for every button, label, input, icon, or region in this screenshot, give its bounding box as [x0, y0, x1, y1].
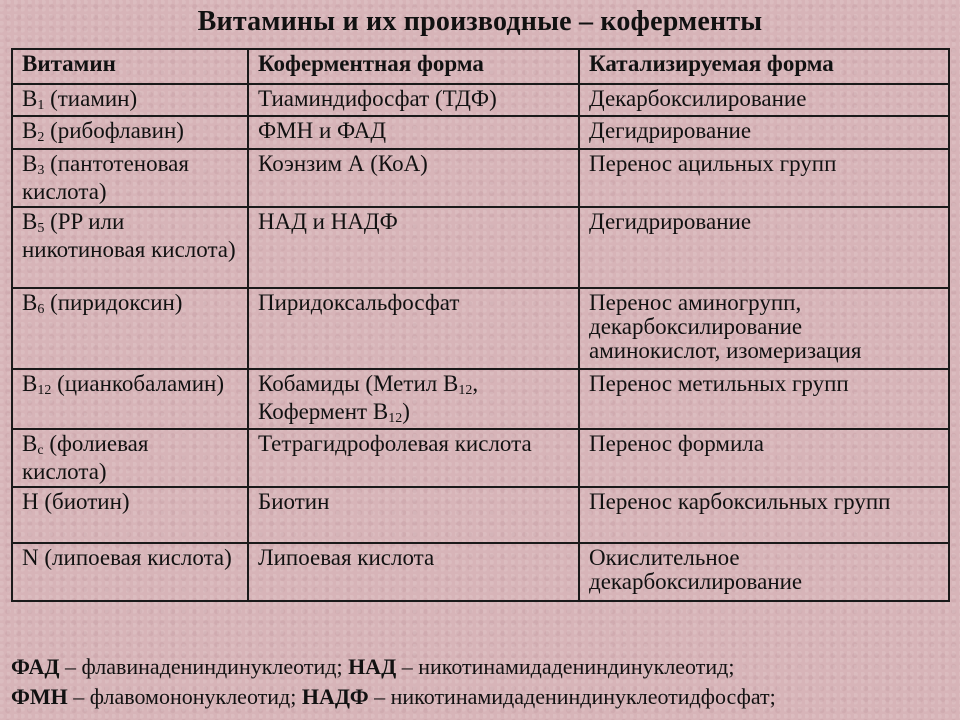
abbreviations-legend [11, 652, 951, 712]
reaction-cell: Перенос аминогрупп, декарбоксилирование аминокислот, изомеризация [579, 288, 949, 369]
table-row [12, 543, 949, 601]
coenzyme-cell: Тетрагидрофолевая кислота [248, 429, 579, 487]
abbr-fad: ФАД [11, 654, 60, 679]
table-row [12, 369, 949, 429]
page-title: Витамины и их производные – коферменты [197, 6, 763, 37]
reaction-cell: Перенос ацильных групп [579, 149, 949, 207]
coenzyme-cell: Пиридоксальфосфат [248, 288, 579, 369]
coenzyme-cell: Биотин [248, 487, 579, 543]
vitamin-table [11, 48, 950, 602]
legend-line [11, 682, 951, 712]
coenzyme-cell: Коэнзим А (КоА) [248, 149, 579, 207]
legend-line [11, 652, 951, 682]
vitamin-cell: H (биотин) [12, 487, 248, 543]
header-coenzyme-form: Коферментная форма [248, 49, 579, 84]
abbr-nad-definition: – никотинамидадениндинуклеотид; [396, 654, 735, 679]
header-vitamin: Витамин [12, 49, 248, 84]
vitamin-cell: $B_1$ (тиамин) [12, 84, 248, 116]
abbr-fad-definition: – флавинадениндинуклеотид; [59, 654, 349, 679]
vitamin-cell: $B_6$ (пиридоксин) [12, 288, 248, 369]
vitamin-cell: $B_c$ (фолиевая кислота) [12, 429, 248, 487]
reaction-cell: Дегидрирование [579, 207, 949, 288]
table-row [12, 288, 949, 369]
abbr-nad: НАД [348, 654, 397, 679]
coenzyme-cell: Липоевая кислота [248, 543, 579, 601]
vitamin-cell: $B_3$ (пантотеновая кислота) [12, 149, 248, 207]
reaction-cell: Окислительное декарбоксилирование [579, 543, 949, 601]
abbr-fmn-definition: – флавомононуклеотид; [67, 684, 302, 709]
vitamin-cell: $B_5$ (PP или никотиновая кислота) [12, 207, 248, 288]
table-header-row [12, 49, 949, 84]
table-row [12, 84, 949, 116]
table-row [12, 207, 949, 288]
vitamin-cell: $B_{12}$ (цианкобаламин) [12, 369, 248, 429]
table-row [12, 487, 949, 543]
abbr-nadf-definition: – никотинамидадениндинуклеотидфосфат; [368, 684, 776, 709]
coenzyme-cell: ФМН и ФАД [248, 116, 579, 149]
reaction-cell: Декарбоксилирование [579, 84, 949, 116]
coenzyme-cell: Кобамиды (Метил $B_{12}$, Кофермент $B_{12}$) [248, 369, 579, 429]
coenzyme-cell: НАД и НАДФ [248, 207, 579, 288]
reaction-cell: Перенос карбоксильных групп [579, 487, 949, 543]
table-row [12, 149, 949, 207]
reaction-cell: Перенос формила [579, 429, 949, 487]
header-catalyzed-form: Катализируемая форма [579, 49, 949, 84]
vitamin-cell: $B_2$ (рибофлавин) [12, 116, 248, 149]
coenzyme-cell: Тиаминдифосфат (ТДФ) [248, 84, 579, 116]
reaction-cell: Дегидрирование [579, 116, 949, 149]
abbr-nadf: НАДФ [301, 684, 369, 709]
vitamin-cell: N (липоевая кислота) [12, 543, 248, 601]
abbr-fmn: ФМН [11, 684, 68, 709]
reaction-cell: Перенос метильных групп [579, 369, 949, 429]
table-row [12, 116, 949, 149]
table-row [12, 429, 949, 487]
